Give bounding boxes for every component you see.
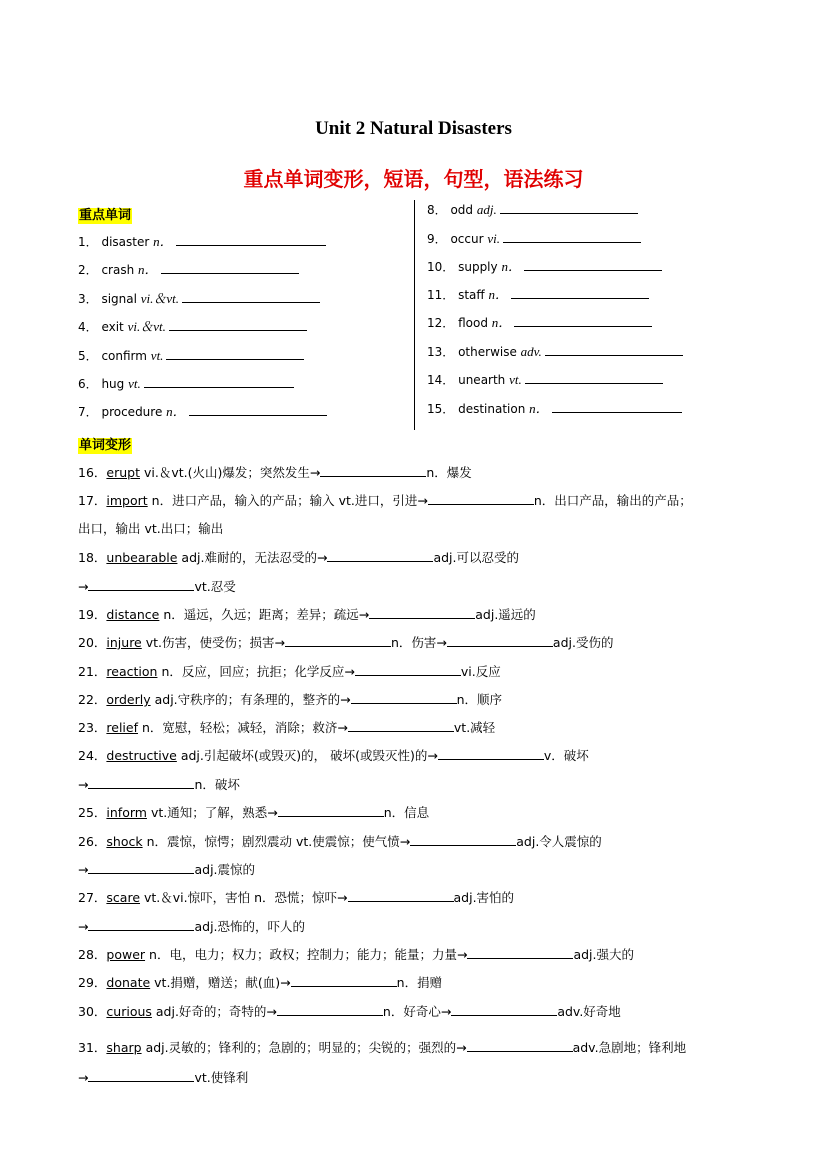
headword: donate xyxy=(106,975,151,990)
answer-blank[interactable] xyxy=(525,371,663,384)
word-pos: vt. xyxy=(128,376,141,391)
exercise-line xyxy=(78,776,240,794)
exercise-text: adj.遥远的 xyxy=(475,607,536,622)
word-item xyxy=(78,403,327,420)
exercise-text: n．伤害→ xyxy=(391,635,447,650)
answer-blank[interactable] xyxy=(438,747,544,760)
exercise-text: → xyxy=(78,579,89,594)
word-number: 2． xyxy=(78,263,102,277)
word-pos: vt. xyxy=(509,372,522,387)
exercise-number: 25． xyxy=(78,805,107,820)
exercise-text: adj.守秩序的；有条理的，整齐的→ xyxy=(154,692,351,707)
word-number: 12． xyxy=(427,316,459,330)
word-number: 14． xyxy=(427,373,459,387)
exercise-text: n．电，电力；权力；政权；控制力；能力；能量；力量→ xyxy=(149,947,468,962)
exercise-text: adj.害怕的 xyxy=(453,890,515,905)
answer-blank[interactable] xyxy=(428,492,534,505)
word-text: confirm xyxy=(101,349,151,363)
page-title: Unit 2 Natural Disasters xyxy=(315,118,512,139)
headword: power xyxy=(106,947,146,962)
answer-blank[interactable] xyxy=(348,719,454,732)
exercise-text: n．反应，回应；抗拒；化学反应→ xyxy=(161,664,355,679)
exercise-number: 16． xyxy=(78,465,107,480)
exercise-line xyxy=(78,918,305,936)
exercise-line xyxy=(78,747,589,765)
answer-blank[interactable] xyxy=(351,691,457,704)
exercise-text: → xyxy=(78,1070,89,1085)
exercise-number: 28． xyxy=(78,947,107,962)
answer-blank[interactable] xyxy=(467,1039,573,1052)
exercise-line xyxy=(78,691,502,709)
exercise-number: 29． xyxy=(78,975,107,990)
word-number: 9． xyxy=(427,232,451,246)
exercise-number: 30． xyxy=(78,1004,107,1019)
headword: shock xyxy=(106,834,143,849)
section-label-key-words: 重点单词 xyxy=(79,208,132,223)
word-pos: n． xyxy=(153,234,173,249)
word-number: 13． xyxy=(427,345,459,359)
answer-blank[interactable] xyxy=(278,804,384,817)
headword: distance xyxy=(106,607,160,622)
word-item xyxy=(427,314,652,331)
word-pos: adv. xyxy=(520,344,542,359)
answer-blank[interactable] xyxy=(514,314,652,327)
word-text: flood xyxy=(458,316,492,330)
exercise-text: n．捐赠 xyxy=(396,975,443,990)
exercise-text: vi.反应 xyxy=(460,664,501,679)
word-pos: vi. xyxy=(487,231,500,246)
exercise-number: 27． xyxy=(78,890,107,905)
word-text: hug xyxy=(101,377,129,391)
exercise-line xyxy=(78,520,223,538)
headword: curious xyxy=(106,1004,152,1019)
word-pos: n． xyxy=(491,315,512,330)
word-number: 4． xyxy=(78,320,102,334)
exercise-text: v．破坏 xyxy=(543,748,589,763)
exercise-text: n．顺序 xyxy=(456,692,503,707)
exercise-number: 24． xyxy=(78,748,107,763)
section-label-word-forms: 单词变形 xyxy=(79,438,132,453)
word-item xyxy=(427,258,662,275)
exercise-text: → xyxy=(78,777,89,792)
word-number: 8． xyxy=(427,203,451,217)
answer-blank[interactable] xyxy=(447,634,553,647)
word-text: procedure xyxy=(101,405,167,419)
answer-blank[interactable] xyxy=(545,343,683,356)
word-item xyxy=(78,318,307,335)
exercise-line xyxy=(78,1069,248,1087)
answer-blank[interactable] xyxy=(348,889,454,902)
exercise-text: n．宽慰，轻松；减轻，消除；救济→ xyxy=(141,720,348,735)
exercise-line xyxy=(78,606,536,624)
answer-blank[interactable] xyxy=(552,400,682,413)
exercise-text: adj.可以忍受的 xyxy=(433,550,519,565)
answer-blank[interactable] xyxy=(369,606,475,619)
exercise-line xyxy=(78,492,692,510)
answer-blank[interactable] xyxy=(467,946,573,959)
exercise-line xyxy=(78,946,634,964)
answer-blank[interactable] xyxy=(451,1003,557,1016)
word-text: supply xyxy=(458,260,502,274)
exercise-text: → xyxy=(78,862,89,877)
exercise-number: 21． xyxy=(78,664,107,679)
word-item xyxy=(427,286,649,303)
answer-blank[interactable] xyxy=(189,403,327,416)
word-item xyxy=(427,400,682,417)
word-item xyxy=(427,230,641,247)
exercise-text: n．震惊，惊愕；剧烈震动 vt.使震惊；使气愤→ xyxy=(146,834,411,849)
word-pos: vt. xyxy=(150,348,164,363)
exercise-text: adj.受伤的 xyxy=(552,635,614,650)
page-subtitle: 重点单词变形，短语，句型，语法练习 xyxy=(243,167,584,191)
word-item xyxy=(78,233,326,250)
word-text: crash xyxy=(101,263,139,277)
word-item xyxy=(78,347,304,364)
answer-blank[interactable] xyxy=(176,233,326,246)
exercise-number: 23． xyxy=(78,720,107,735)
word-text: disaster xyxy=(101,235,154,249)
word-number: 1． xyxy=(78,235,102,249)
word-text: unearth xyxy=(458,373,510,387)
exercise-number: 26． xyxy=(78,834,107,849)
exercise-number: 20． xyxy=(78,635,107,650)
word-number: 11． xyxy=(427,288,459,302)
exercise-line xyxy=(78,464,472,482)
word-text: destination xyxy=(458,402,530,416)
word-pos: n． xyxy=(488,287,509,302)
exercise-text: 出口，输出 vt.出口；输出 xyxy=(78,521,224,536)
answer-blank[interactable] xyxy=(291,974,397,987)
headword: scare xyxy=(106,890,141,905)
answer-blank[interactable] xyxy=(320,464,426,477)
exercise-text: n．好奇心→ xyxy=(382,1004,452,1019)
word-text: staff xyxy=(458,288,489,302)
word-number: 5． xyxy=(78,349,102,363)
headword: orderly xyxy=(106,692,151,707)
answer-blank[interactable] xyxy=(161,261,299,274)
word-text: otherwise xyxy=(458,345,521,359)
exercise-text: adj.难耐的，无法忍受的→ xyxy=(181,550,328,565)
answer-blank[interactable] xyxy=(327,549,433,562)
word-pos: n． xyxy=(501,259,521,274)
word-text: odd xyxy=(450,203,477,217)
exercise-text: vt.通知；了解，熟悉→ xyxy=(150,805,278,820)
exercise-text: n．出口产品，输出的产品； xyxy=(533,493,692,508)
exercise-line xyxy=(78,634,613,652)
word-item xyxy=(427,201,638,218)
answer-blank[interactable] xyxy=(169,318,307,331)
exercise-number: 17． xyxy=(78,493,107,508)
exercise-text: n．爆发 xyxy=(426,465,472,480)
exercise-text: adj.震惊的 xyxy=(194,862,256,877)
exercise-text: vt.忍受 xyxy=(194,579,236,594)
exercise-text: adj.强大的 xyxy=(573,947,634,962)
exercise-text: adj.好奇的；奇特的→ xyxy=(155,1004,277,1019)
headword: import xyxy=(106,493,148,508)
answer-blank[interactable] xyxy=(166,347,304,360)
exercise-text: n．信息 xyxy=(383,805,430,820)
exercise-text: adj.令人震惊的 xyxy=(516,834,602,849)
headword: inform xyxy=(106,805,147,820)
word-pos: adj. xyxy=(476,202,497,217)
exercise-number: 22． xyxy=(78,692,107,707)
exercise-text: n．破坏 xyxy=(194,777,240,792)
word-item xyxy=(78,290,320,307)
exercise-text: adv.急剧地；锋利地 xyxy=(572,1040,687,1055)
exercise-text: vt.捐赠，赠送；献(血)→ xyxy=(154,975,291,990)
exercise-text: adj.恐怖的，吓人的 xyxy=(194,919,306,934)
exercise-line xyxy=(78,889,514,907)
exercise-text: vt.伤害，使受伤；损害→ xyxy=(145,635,285,650)
word-pos: vi.＆vt. xyxy=(140,291,180,306)
word-item xyxy=(78,261,299,278)
exercise-text: adv.好奇地 xyxy=(557,1004,621,1019)
exercise-line xyxy=(78,1039,686,1057)
word-pos: n． xyxy=(138,262,158,277)
answer-blank[interactable] xyxy=(88,578,194,591)
exercise-number: 31． xyxy=(78,1040,107,1055)
exercise-line xyxy=(78,974,442,992)
word-pos: n． xyxy=(166,404,186,419)
exercise-text: vi.＆vt.(火山)爆发；突然发生→ xyxy=(143,465,321,480)
word-item xyxy=(427,371,663,388)
headword: injure xyxy=(106,635,142,650)
answer-blank[interactable] xyxy=(144,375,294,388)
word-item xyxy=(78,375,294,392)
answer-blank[interactable] xyxy=(355,663,461,676)
exercise-line xyxy=(78,719,495,737)
exercise-line xyxy=(78,578,236,596)
word-item xyxy=(427,343,683,360)
word-text: occur xyxy=(450,232,488,246)
answer-blank[interactable] xyxy=(503,230,641,243)
exercise-line xyxy=(78,804,429,822)
answer-blank[interactable] xyxy=(88,776,194,789)
exercise-text: n．遥远，久远；距离；差异；疏远→ xyxy=(163,607,370,622)
answer-blank[interactable] xyxy=(88,918,194,931)
exercise-number: 18． xyxy=(78,550,107,565)
headword: erupt xyxy=(106,465,140,480)
word-number: 7． xyxy=(78,405,102,419)
answer-blank[interactable] xyxy=(511,286,649,299)
word-text: signal xyxy=(101,292,141,306)
exercise-text: → xyxy=(78,919,89,934)
answer-blank[interactable] xyxy=(277,1003,383,1016)
exercise-line xyxy=(78,833,602,851)
exercise-text: n．进口产品，输入的产品；输入 vt.进口，引进→ xyxy=(151,493,428,508)
exercise-line xyxy=(78,549,519,567)
answer-blank[interactable] xyxy=(88,1069,194,1082)
word-pos: n． xyxy=(529,401,549,416)
headword: sharp xyxy=(106,1040,142,1055)
word-number: 6． xyxy=(78,377,102,391)
exercise-text: adj.灵敏的；锋利的；急剧的；明显的；尖锐的；强烈的→ xyxy=(145,1040,467,1055)
word-number: 3． xyxy=(78,292,102,306)
exercise-text: adj.引起破坏(或毁灭)的， 破坏(或毁灭性)的→ xyxy=(180,748,438,763)
exercise-text: vt.使锋利 xyxy=(194,1070,249,1085)
exercise-text: vt.＆vi.惊吓，害怕 n．恐慌；惊吓→ xyxy=(144,890,348,905)
headword: reaction xyxy=(106,664,158,679)
exercise-line xyxy=(78,861,255,879)
exercise-line xyxy=(78,663,501,681)
answer-blank[interactable] xyxy=(285,634,391,647)
headword: destructive xyxy=(106,748,177,763)
exercise-number: 19． xyxy=(78,607,107,622)
answer-blank[interactable] xyxy=(88,861,194,874)
answer-blank[interactable] xyxy=(524,258,662,271)
word-number: 15． xyxy=(427,402,459,416)
word-number: 10． xyxy=(427,260,459,274)
column-divider xyxy=(414,200,415,430)
answer-blank[interactable] xyxy=(182,290,320,303)
word-text: exit xyxy=(101,320,128,334)
exercise-text: vt.减轻 xyxy=(453,720,496,735)
word-pos: vi.＆vt. xyxy=(127,319,166,334)
answer-blank[interactable] xyxy=(410,833,516,846)
headword: relief xyxy=(106,720,138,735)
headword: unbearable xyxy=(106,550,178,565)
exercise-line xyxy=(78,1003,621,1021)
answer-blank[interactable] xyxy=(500,201,638,214)
